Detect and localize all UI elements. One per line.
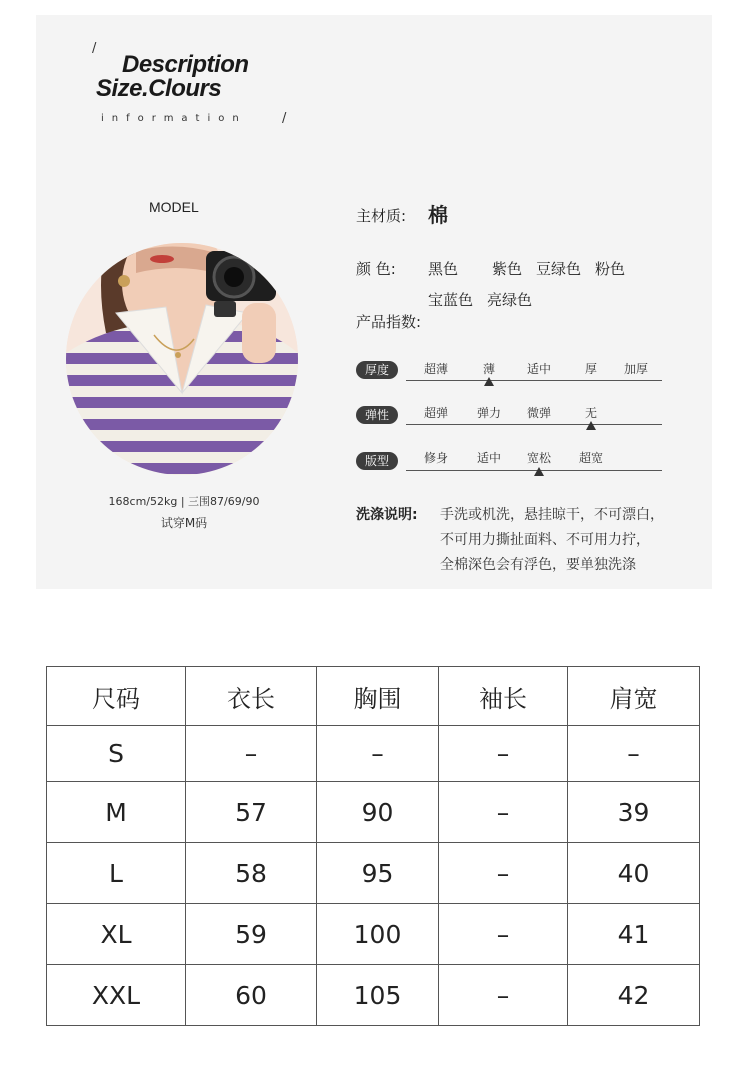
header-cell: 胸围 [317, 667, 439, 726]
table-cell: 57 [186, 782, 317, 843]
info-panel [36, 15, 712, 589]
fit-option: 适中 [476, 451, 502, 465]
table-cell: – [439, 904, 568, 965]
table-cell: 100 [317, 904, 439, 965]
color-option: 粉色 [595, 260, 626, 278]
table-cell: 41 [568, 904, 700, 965]
product-index-label: 产品指数: [356, 313, 422, 331]
table-cell: 90 [317, 782, 439, 843]
table-cell: – [317, 726, 439, 782]
table-cell: 95 [317, 843, 439, 904]
thickness-marker-icon [484, 377, 494, 386]
color-option: 亮绿色 [487, 291, 533, 309]
thickness-option: 加厚 [623, 362, 649, 376]
table-cell: – [439, 965, 568, 1026]
table-row [47, 965, 700, 1026]
table-cell: L [47, 843, 186, 904]
elasticity-scale-line [406, 424, 662, 425]
decorative-slash-top: / [92, 41, 97, 56]
table-cell: 39 [568, 782, 700, 843]
elasticity-tag: 弹性 [356, 406, 398, 424]
table-cell: XXL [47, 965, 186, 1026]
elasticity-option: 无 [584, 406, 598, 420]
color-list-row2 [428, 289, 546, 310]
thickness-scale-line [406, 380, 662, 381]
elasticity-option: 微弹 [526, 406, 552, 420]
fit-marker-icon [534, 467, 544, 476]
color-option: 宝蓝色 [428, 291, 474, 309]
table-cell: S [47, 726, 186, 782]
table-cell: – [186, 726, 317, 782]
table-row [47, 904, 700, 965]
table-row [47, 726, 700, 782]
title-description: Description [122, 51, 249, 78]
color-list-row1 [428, 258, 639, 279]
model-label: MODEL [149, 199, 199, 215]
thickness-option: 超薄 [423, 362, 449, 376]
elasticity-option: 超弹 [423, 406, 449, 420]
header-cell: 肩宽 [568, 667, 700, 726]
table-cell: – [568, 726, 700, 782]
table-cell: – [439, 782, 568, 843]
subtitle-information: information [101, 113, 247, 124]
table-row [47, 843, 700, 904]
color-option: 黑色 [428, 260, 459, 278]
model-try-size: 试穿M码 [160, 516, 208, 530]
wash-instructions-label: 洗涤说明: [356, 507, 418, 523]
table-cell: XL [47, 904, 186, 965]
fit-option: 修身 [423, 451, 449, 465]
material-value: 棉 [428, 203, 448, 227]
wash-instruction-line: 全棉深色会有浮色，要单独洗涤 [440, 557, 636, 573]
table-cell: 40 [568, 843, 700, 904]
model-photo [66, 243, 298, 475]
color-label: 颜 色: [356, 260, 396, 278]
elasticity-marker-icon [586, 421, 596, 430]
decorative-slash-bottom: / [282, 111, 287, 126]
material-label: 主材质: [356, 207, 407, 225]
title-size-colours: Size.Clours [96, 75, 222, 102]
header-cell: 衣长 [186, 667, 317, 726]
table-cell: 60 [186, 965, 317, 1026]
table-row [47, 782, 700, 843]
table-cell: – [439, 843, 568, 904]
header-cell: 袖长 [439, 667, 568, 726]
elasticity-option: 弹力 [476, 406, 502, 420]
table-cell: 59 [186, 904, 317, 965]
color-option: 豆绿色 [536, 260, 582, 278]
thickness-option: 适中 [526, 362, 552, 376]
color-option: 紫色 [492, 260, 523, 278]
thickness-tag: 厚度 [356, 361, 398, 379]
header-cell: 尺码 [47, 667, 186, 726]
size-table [46, 666, 700, 1026]
thickness-option: 厚 [584, 362, 598, 376]
size-table-header [47, 667, 700, 726]
wash-instruction-line: 不可用力撕扯面料、不可用力拧， [440, 532, 650, 548]
table-cell: M [47, 782, 186, 843]
fit-tag: 版型 [356, 452, 398, 470]
model-stats: 168cm/52kg | 三围87/69/90 [108, 495, 260, 508]
fit-option: 宽松 [526, 451, 552, 465]
fit-option: 超宽 [578, 451, 604, 465]
thickness-option: 薄 [482, 362, 496, 376]
table-cell: 58 [186, 843, 317, 904]
table-cell: 105 [317, 965, 439, 1026]
table-cell: 42 [568, 965, 700, 1026]
table-cell: – [439, 726, 568, 782]
wash-instruction-line: 手洗或机洗，悬挂晾干，不可漂白， [440, 507, 664, 523]
